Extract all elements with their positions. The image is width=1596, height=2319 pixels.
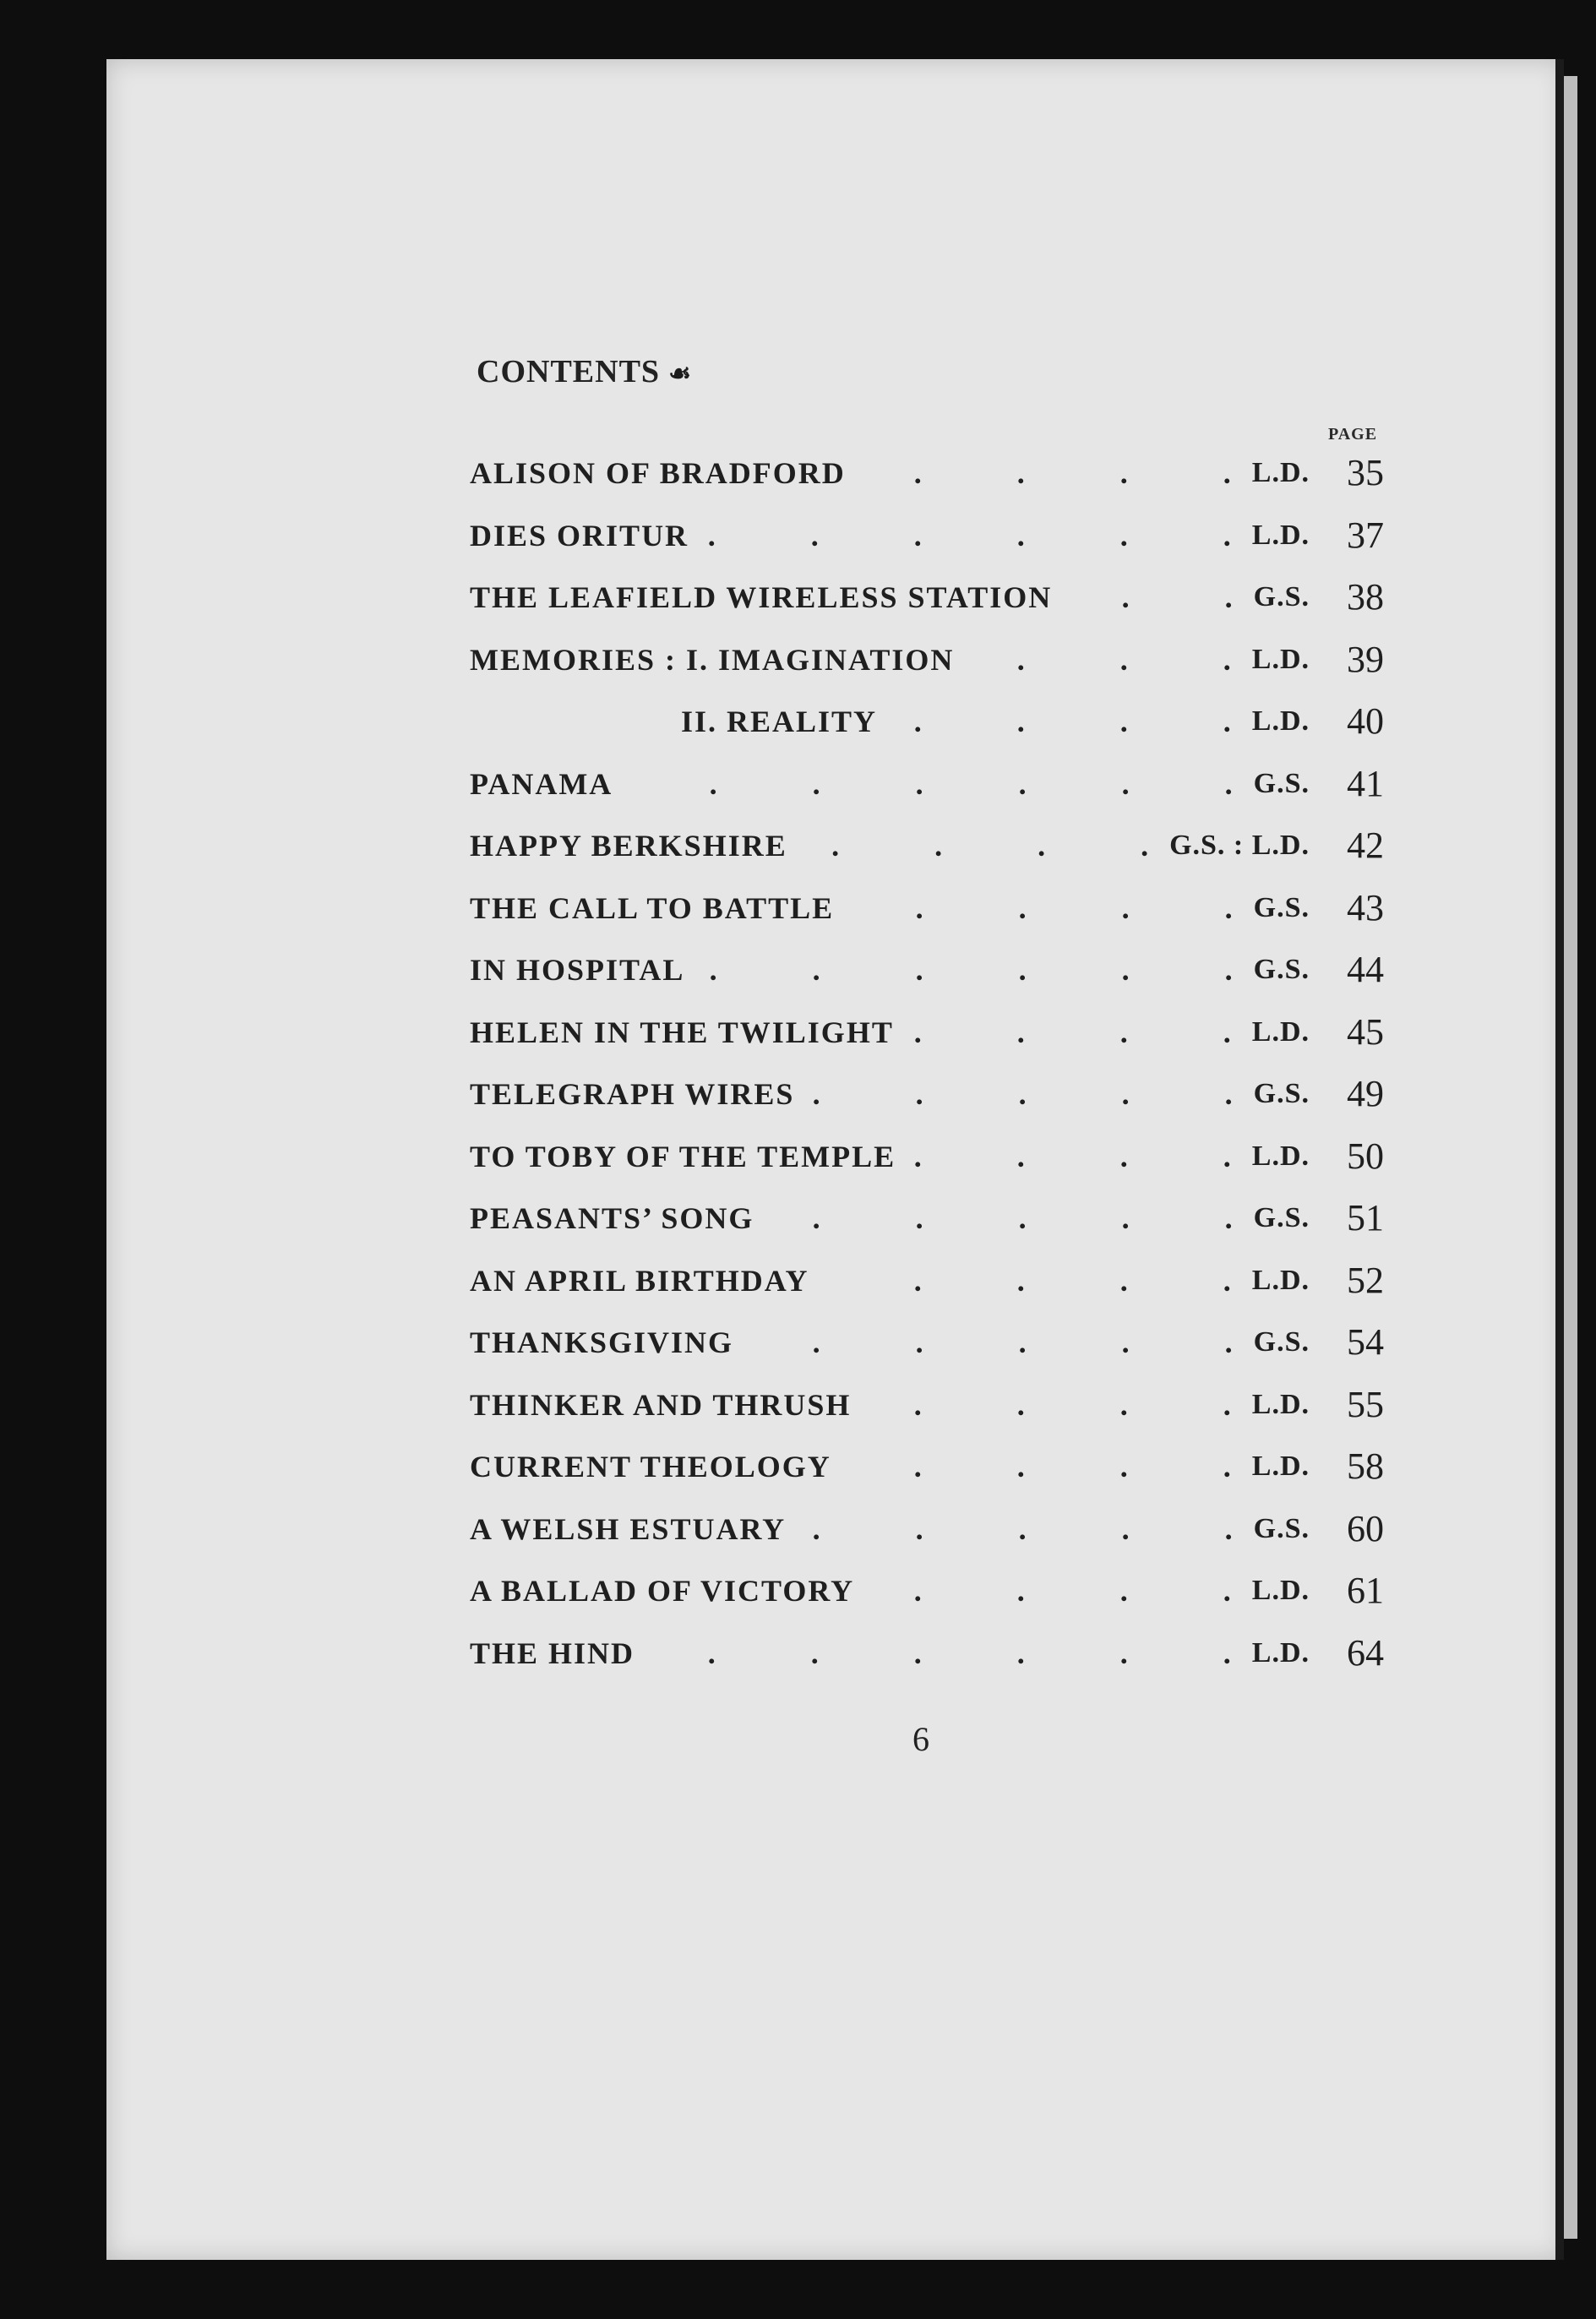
- toc-entry-title: PEASANTS’ SONG: [470, 1201, 754, 1235]
- dot-leader: .: [915, 1511, 923, 1546]
- toc-entry-title: THE CALL TO BATTLE: [470, 890, 835, 925]
- dot-leader: .: [1119, 1387, 1128, 1422]
- dot-leader: .: [915, 953, 923, 987]
- dot-leader: .: [1223, 518, 1231, 553]
- dot-leader: .: [1016, 1015, 1025, 1049]
- toc-entry-title: HELEN IN THE TWILIGHT: [470, 1015, 894, 1049]
- dot-leader: .: [1119, 518, 1128, 553]
- dot-leader: .: [1121, 1077, 1130, 1111]
- toc-entry-author: L.D.: [1251, 1015, 1310, 1048]
- toc-entry-title: TO TOBY OF THE TEMPLE: [470, 1139, 896, 1173]
- dot-leader: .: [1224, 580, 1233, 614]
- dot-leader: .: [1119, 1574, 1128, 1608]
- toc-entry-title: PANAMA: [470, 766, 613, 801]
- dot-leader: .: [913, 1387, 922, 1422]
- toc-entry-author: G.S.: [1253, 1202, 1310, 1233]
- dot-leader: .: [1119, 1636, 1128, 1670]
- toc-entry-page: 51: [1347, 1197, 1384, 1238]
- page-column-label: PAGE: [1328, 425, 1378, 444]
- toc-entry: [470, 940, 1391, 991]
- dot-leader: .: [1121, 1201, 1130, 1235]
- dot-leader: .: [810, 518, 819, 553]
- dot-leader: .: [1016, 1574, 1025, 1608]
- toc-entry-title: TELEGRAPH WIRES: [470, 1077, 795, 1111]
- toc-entry: [470, 816, 1391, 867]
- dot-leader: .: [1018, 953, 1027, 987]
- dot-leader: .: [1018, 1511, 1027, 1546]
- toc-entry-author: G.S.: [1253, 1078, 1310, 1109]
- dot-leader: .: [934, 829, 943, 863]
- toc-entry-author: L.D.: [1251, 705, 1310, 737]
- toc-entry: [470, 1561, 1391, 1612]
- dot-leader: .: [1119, 642, 1128, 677]
- toc-entry-page: 54: [1347, 1321, 1384, 1363]
- toc-entry-page: 60: [1347, 1507, 1384, 1549]
- toc-entry-title: IN HOSPITAL: [470, 953, 685, 987]
- dot-leader: .: [913, 705, 922, 738]
- toc-entry-title: THE LEAFIELD WIRELESS STATION: [470, 580, 1053, 614]
- dot-leader: .: [1224, 1201, 1233, 1235]
- dot-leader: .: [1119, 1450, 1128, 1483]
- toc-entry-page: 58: [1347, 1445, 1384, 1487]
- dot-leader: .: [913, 518, 922, 553]
- toc-entry-page: 39: [1347, 638, 1384, 680]
- toc-entry-page: 64: [1347, 1631, 1384, 1674]
- dot-leader: .: [1016, 705, 1025, 738]
- dot-leader: .: [1016, 1450, 1025, 1483]
- dot-leader: .: [709, 953, 717, 987]
- dot-leader: .: [1016, 1263, 1025, 1298]
- dot-leader: .: [915, 890, 923, 925]
- toc-entry-title: DIES ORITUR: [470, 518, 689, 553]
- toc-entry: [470, 444, 1391, 494]
- dot-leader: .: [1018, 1326, 1027, 1359]
- toc-entry-author: G.S.: [1253, 1512, 1310, 1544]
- dot-leader: .: [913, 1450, 922, 1483]
- toc-entry-author: G.S.: [1253, 891, 1310, 923]
- dot-leader: .: [1224, 890, 1233, 925]
- dot-leader: .: [831, 829, 840, 863]
- dot-leader: .: [913, 1139, 922, 1173]
- dot-leader: .: [915, 1326, 923, 1359]
- toc-entry-author: L.D.: [1251, 1388, 1310, 1420]
- toc-entry: [470, 879, 1391, 929]
- toc-entry-title: THE HIND: [470, 1636, 635, 1670]
- toc-entry-title: ALISON OF BRADFORD: [470, 456, 846, 490]
- toc-entry-title: CURRENT THEOLOGY: [470, 1450, 831, 1483]
- dot-leader: .: [1223, 1015, 1231, 1049]
- dot-leader: .: [1119, 456, 1128, 490]
- dot-leader: .: [913, 1636, 922, 1670]
- toc-entry: [470, 1064, 1391, 1115]
- toc-entry-title: AN APRIL BIRTHDAY: [470, 1263, 809, 1298]
- toc-entry-title: HAPPY BERKSHIRE: [470, 829, 787, 863]
- dot-leader: .: [913, 1015, 922, 1049]
- dot-leader: .: [812, 766, 820, 801]
- dot-leader: .: [915, 1201, 923, 1235]
- toc-entry: [470, 568, 1391, 618]
- toc-entry: [470, 630, 1391, 681]
- dot-leader: .: [1018, 766, 1027, 801]
- dot-leader: .: [913, 1263, 922, 1298]
- toc-entry: [470, 1127, 1391, 1178]
- toc-entry: [470, 506, 1391, 557]
- toc-entry-title: THANKSGIVING: [470, 1326, 734, 1359]
- dot-leader: .: [1016, 1139, 1025, 1173]
- dot-leader: .: [812, 1326, 820, 1359]
- dot-leader: .: [1038, 829, 1046, 863]
- dot-leader: .: [1016, 1387, 1025, 1422]
- dot-leader: .: [1119, 1015, 1128, 1049]
- toc-entry-page: 37: [1347, 514, 1384, 556]
- dot-leader: .: [707, 518, 716, 553]
- dot-leader: .: [1121, 580, 1130, 614]
- toc-entry-page: 61: [1347, 1570, 1384, 1611]
- toc-entry: [470, 692, 1391, 743]
- dot-leader: .: [1018, 1077, 1027, 1111]
- toc-entry-page: 52: [1347, 1259, 1384, 1301]
- dot-leader: .: [1016, 456, 1025, 490]
- toc-entry-title: A WELSH ESTUARY: [470, 1511, 787, 1546]
- toc-entry-author: L.D.: [1251, 519, 1310, 551]
- toc-entry: [470, 754, 1391, 805]
- dot-leader: .: [1121, 1326, 1130, 1359]
- toc-entry-page: 38: [1347, 576, 1384, 618]
- toc-entry-author: G.S.: [1253, 581, 1310, 612]
- dot-leader: .: [1223, 1450, 1231, 1483]
- toc-entry: [470, 1189, 1391, 1239]
- toc-entry-author: L.D.: [1251, 1140, 1310, 1172]
- dot-leader: .: [1223, 1387, 1231, 1422]
- toc-entry-title: THINKER AND THRUSH: [470, 1387, 852, 1422]
- dot-leader: .: [913, 1574, 922, 1608]
- dot-leader: .: [1223, 456, 1231, 490]
- dot-leader: .: [1224, 1511, 1233, 1546]
- toc-entry: [470, 1437, 1391, 1488]
- toc-entry: [470, 1500, 1391, 1550]
- toc-entry-page: 35: [1347, 452, 1384, 493]
- dot-leader: .: [1223, 1574, 1231, 1608]
- toc-entry: [470, 1375, 1391, 1426]
- dot-leader: .: [812, 953, 820, 987]
- dot-leader: .: [812, 1201, 820, 1235]
- dot-leader: .: [913, 456, 922, 490]
- contents-heading-text: CONTENTS: [477, 354, 661, 389]
- dot-leader: .: [915, 766, 923, 801]
- page-number: 6: [912, 1720, 929, 1758]
- toc-entry-author: L.D.: [1251, 1575, 1310, 1606]
- toc-entry-author: G.S. : L.D.: [1169, 830, 1310, 861]
- toc-entry-author: L.D.: [1251, 1451, 1310, 1482]
- dot-leader: .: [1121, 1511, 1130, 1546]
- page-binding-shadow: [1555, 59, 1564, 2260]
- dot-leader: .: [812, 1077, 820, 1111]
- dot-leader: .: [1224, 766, 1233, 801]
- dot-leader: .: [1223, 1139, 1231, 1173]
- toc-entry-page: 42: [1347, 825, 1384, 866]
- contents-heading: [477, 353, 692, 390]
- dot-leader: .: [1224, 1077, 1233, 1111]
- dot-leader: .: [1223, 1636, 1231, 1670]
- toc-entry-author: G.S.: [1253, 1326, 1310, 1358]
- dot-leader: .: [709, 766, 717, 801]
- dot-leader: .: [1224, 1326, 1233, 1359]
- toc-entry-page: 41: [1347, 762, 1384, 804]
- toc-entry: [470, 1624, 1391, 1674]
- toc-entry-page: 40: [1347, 700, 1384, 742]
- toc-entry-author: G.S.: [1253, 954, 1310, 985]
- toc-entry-page: 43: [1347, 886, 1384, 928]
- dot-leader: .: [810, 1636, 819, 1670]
- dot-leader: .: [812, 1511, 820, 1546]
- dot-leader: .: [707, 1636, 716, 1670]
- dot-leader: .: [1016, 518, 1025, 553]
- toc-entry-title: MEMORIES : I. IMAGINATION: [470, 642, 955, 677]
- dot-leader: .: [1016, 1636, 1025, 1670]
- toc-entry-author: G.S.: [1253, 767, 1310, 799]
- dot-leader: .: [1224, 953, 1233, 987]
- toc-entry-page: 44: [1347, 949, 1384, 990]
- toc-entry-page: 49: [1347, 1073, 1384, 1114]
- dot-leader: .: [1121, 766, 1130, 801]
- dot-leader: .: [1018, 890, 1027, 925]
- dot-leader: .: [1018, 1201, 1027, 1235]
- dot-leader: .: [1223, 1263, 1231, 1298]
- toc-entry-page: 50: [1347, 1135, 1384, 1177]
- toc-entry: [470, 1313, 1391, 1364]
- dot-leader: .: [1119, 1139, 1128, 1173]
- dot-leader: .: [1121, 890, 1130, 925]
- toc-entry-title: II. REALITY: [681, 705, 878, 738]
- toc-entry-page: 55: [1347, 1383, 1384, 1425]
- toc-entry-title: A BALLAD OF VICTORY: [470, 1574, 855, 1608]
- toc-entry: [470, 1003, 1391, 1053]
- toc-entry-author: L.D.: [1251, 643, 1310, 675]
- dot-leader: .: [1016, 642, 1025, 677]
- fleuron-ornament-icon: ☙: [668, 360, 692, 388]
- dot-leader: .: [1223, 705, 1231, 738]
- dot-leader: .: [1119, 1263, 1128, 1298]
- toc-entry: [470, 1251, 1391, 1302]
- toc-entry-page: 45: [1347, 1010, 1384, 1053]
- dot-leader: .: [1141, 829, 1149, 863]
- toc-entry-author: L.D.: [1251, 1636, 1310, 1668]
- toc-entry-author: L.D.: [1251, 457, 1310, 488]
- dot-leader: .: [1119, 705, 1128, 738]
- dot-leader: .: [1121, 953, 1130, 987]
- toc-entry-author: L.D.: [1251, 1264, 1310, 1296]
- dot-leader: .: [1223, 642, 1231, 677]
- dot-leader: .: [915, 1077, 923, 1111]
